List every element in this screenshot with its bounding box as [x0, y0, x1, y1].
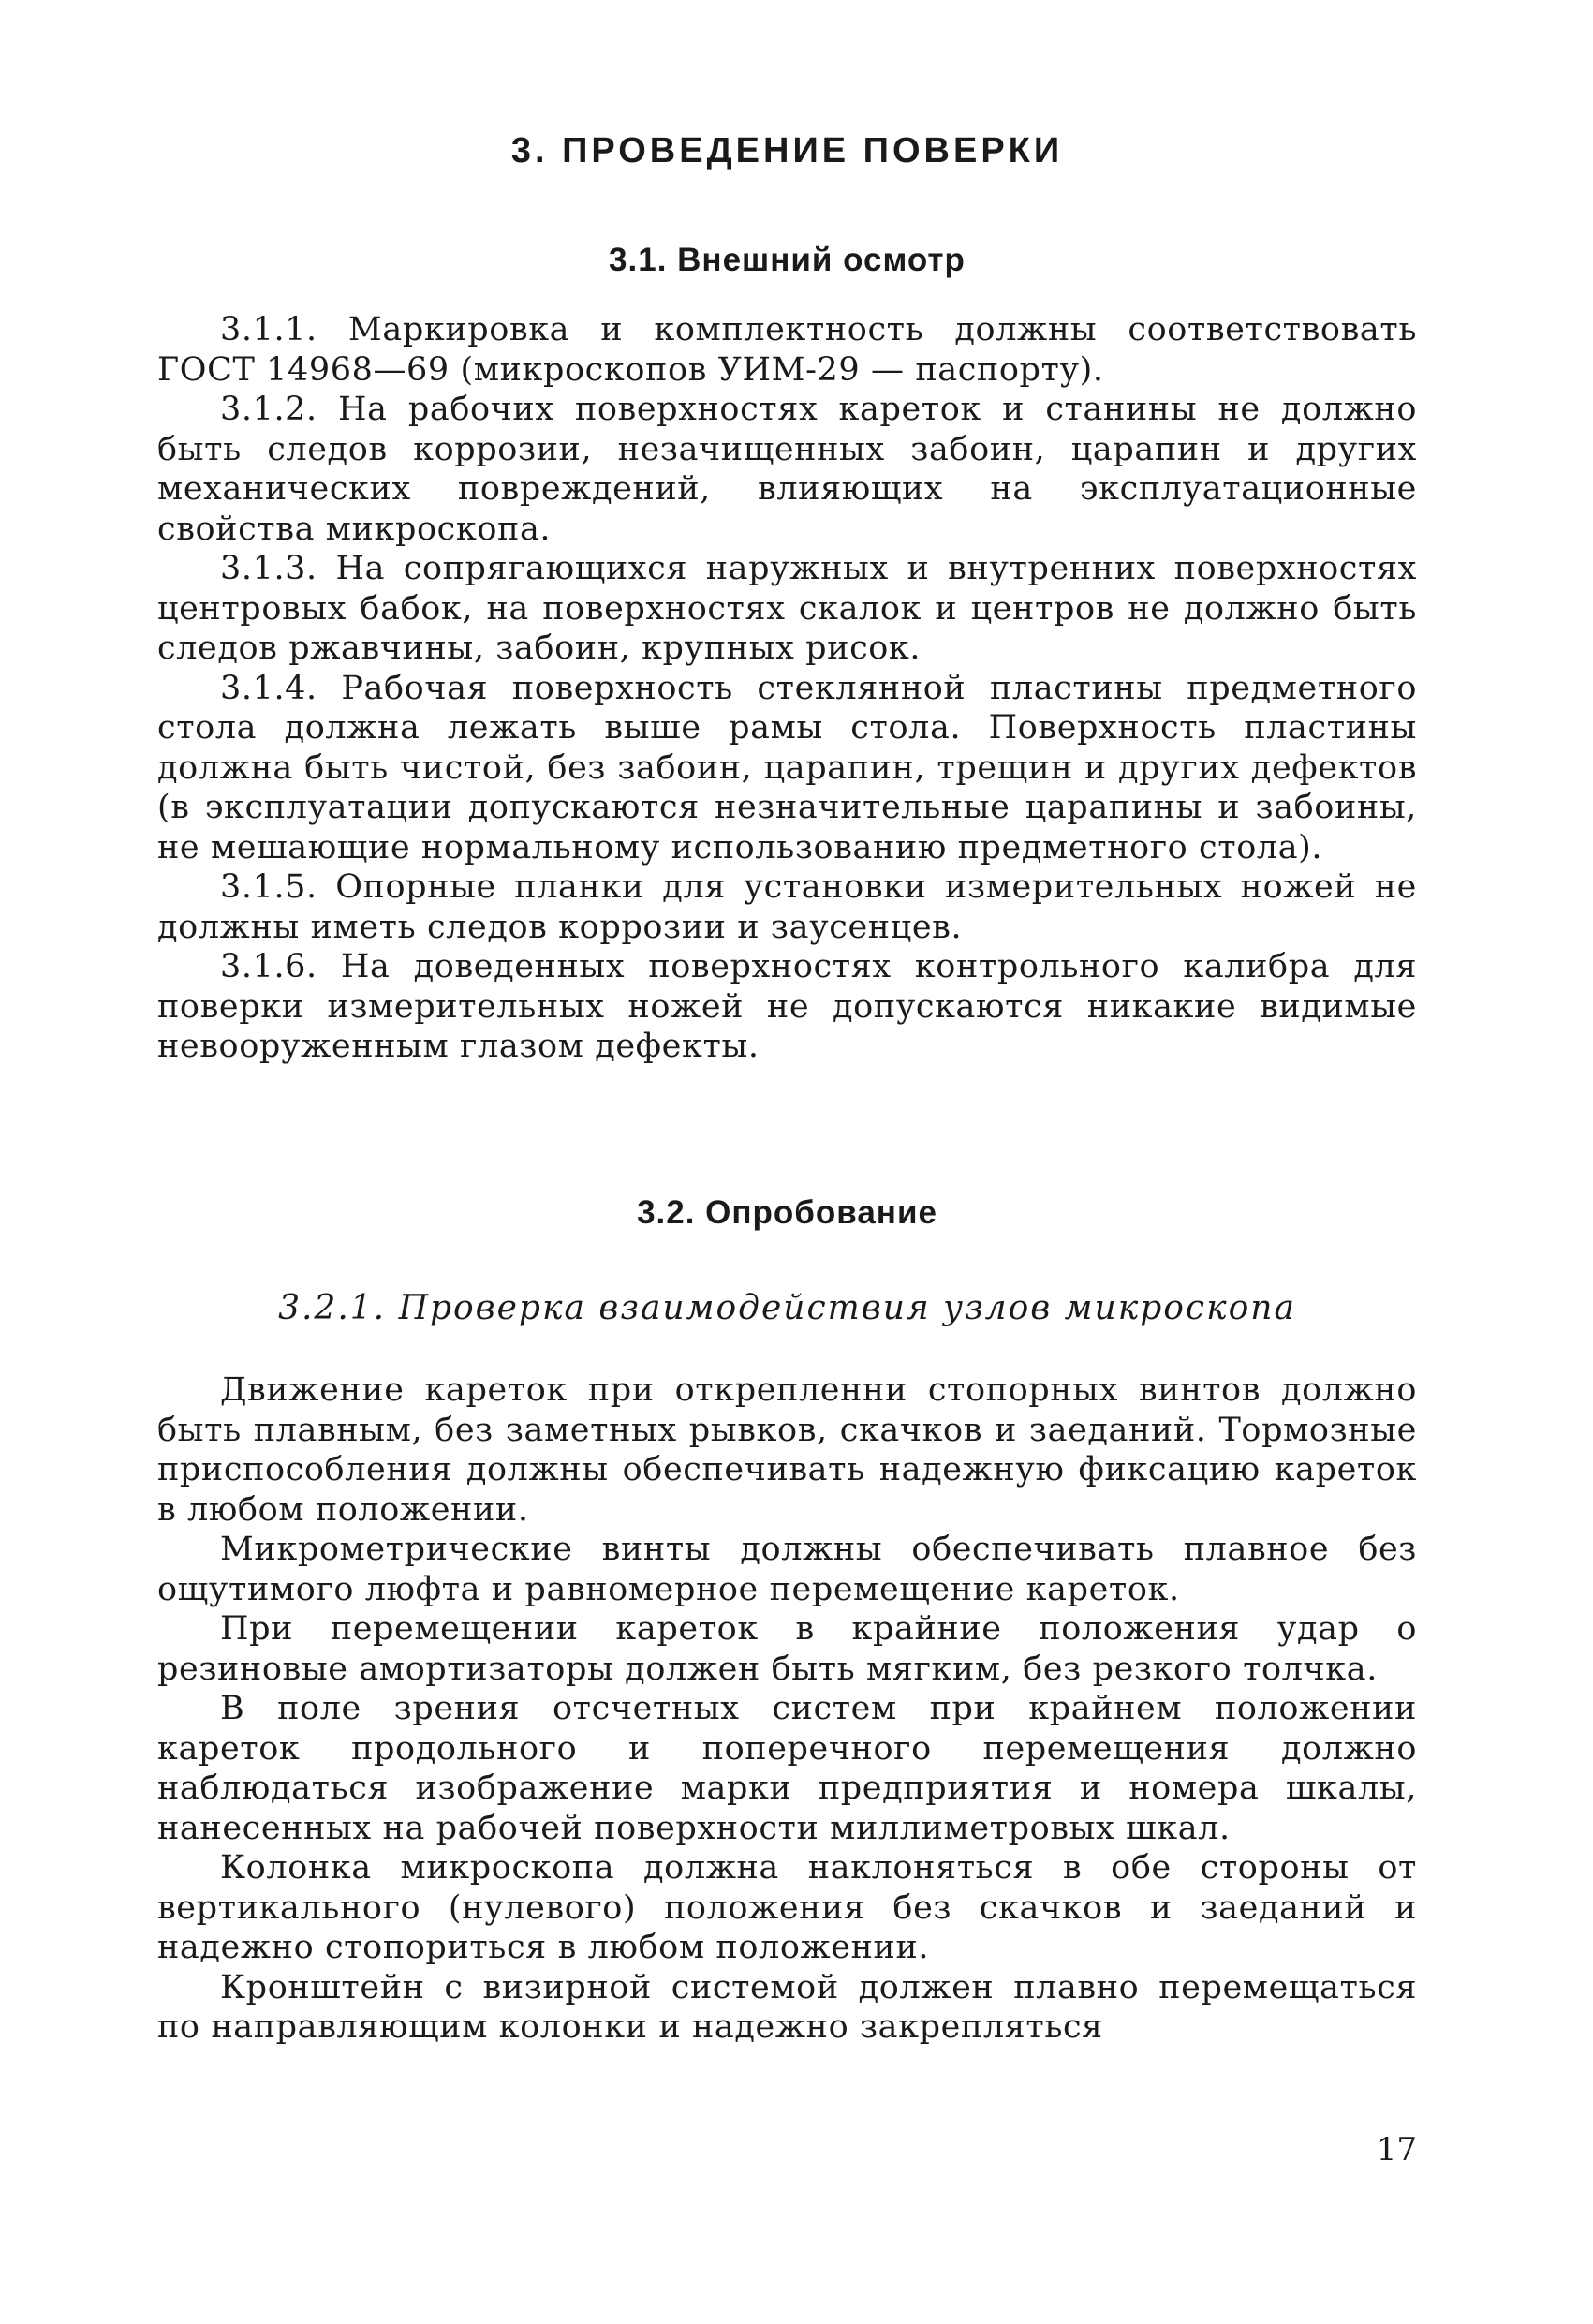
section-heading-external-inspection: 3.1. Внешний осмотр — [609, 242, 966, 278]
paragraph: 3.1.2. На рабочих поверхностях кареток и станины не должно быть следов коррозии, незачищенных забоин, царапин и других механических повреждений, влияющих на эксплуатационные свойства микроскопа. — [157, 391, 1417, 548]
paragraph: 3.1.4. Рабочая поверхность стеклянной пластины предметного стола должна лежать выше рамы стола. Поверхность пластины должна быть чистой, без забоин, царапин, трещин и других дефектов (в эксплуатации допускаются незначительные царапины и забоины, не мешающие нормальному использованию предметного стола). — [157, 669, 1417, 866]
paragraph: В поле зрения отсчетных систем при крайнем положении кареток продольного и поперечного перемещения должно наблюдаться изображение марки предприятия и номера шкалы, нанесенных на рабочей поверхности миллиметровых шкал. — [157, 1690, 1417, 1847]
paragraph: Колонка микроскопа должна наклоняться в обе стороны от вертикального (нулевого) положения без скачков и заеданий и надежно стопориться в любом положении. — [157, 1849, 1417, 1966]
paragraph: 3.1.6. На доведенных поверхностях контрольного калибра для поверки измерительных ножей не допускаются никакие видимые невооруженным глазом дефекты. — [157, 948, 1417, 1065]
section-body-testing — [157, 1370, 1417, 2048]
paragraph: При перемещении кареток в крайние положения удар о резиновые амортизаторы должен быть мягким, без резкого толчка. — [157, 1610, 1417, 1688]
paragraph: 3.1.3. На сопрягающихся наружных и внутренних поверхностях центровых бабок, на поверхностях скалок и центров не должно быть следов ржавчины, забоин, крупных рисок. — [157, 550, 1417, 667]
paragraph: 3.1.1. Маркировка и комплектность должны соответствовать ГОСТ 14968—69 (микроскопов УИМ-29 — паспорту). — [157, 311, 1417, 389]
document-page — [157, 0, 1417, 2324]
section-heading-testing: 3.2. Опробование — [637, 1194, 937, 1231]
page-number: 17 — [1376, 2131, 1417, 2169]
section-body-external-inspection — [157, 310, 1417, 1067]
paragraph: Движение кареток при открепленни стопорных винтов должно быть плавным, без заметных рывков, скачков и заеданий. Тормозные приспособления должны обеспечивать надежную фиксацию кареток в любом положении. — [157, 1371, 1417, 1529]
page-title: 3. ПРОВЕДЕНИЕ ПОВЕРКИ — [510, 131, 1064, 170]
paragraph: Кронштейн с визирной системой должен плавно перемещаться по направляющим колонки и надежно закрепляться — [157, 1968, 1417, 2046]
paragraph: Микрометрические винты должны обеспечивать плавное без ощутимого люфта и равномерное перемещение кареток. — [157, 1531, 1417, 1608]
subsection-heading-interaction-check: 3.2.1. Проверка взаимодействия узлов микроскопа — [278, 1289, 1296, 1327]
paragraph: 3.1.5. Опорные планки для установки измерительных ножей не должны иметь следов коррозии и заусенцев. — [157, 868, 1417, 946]
